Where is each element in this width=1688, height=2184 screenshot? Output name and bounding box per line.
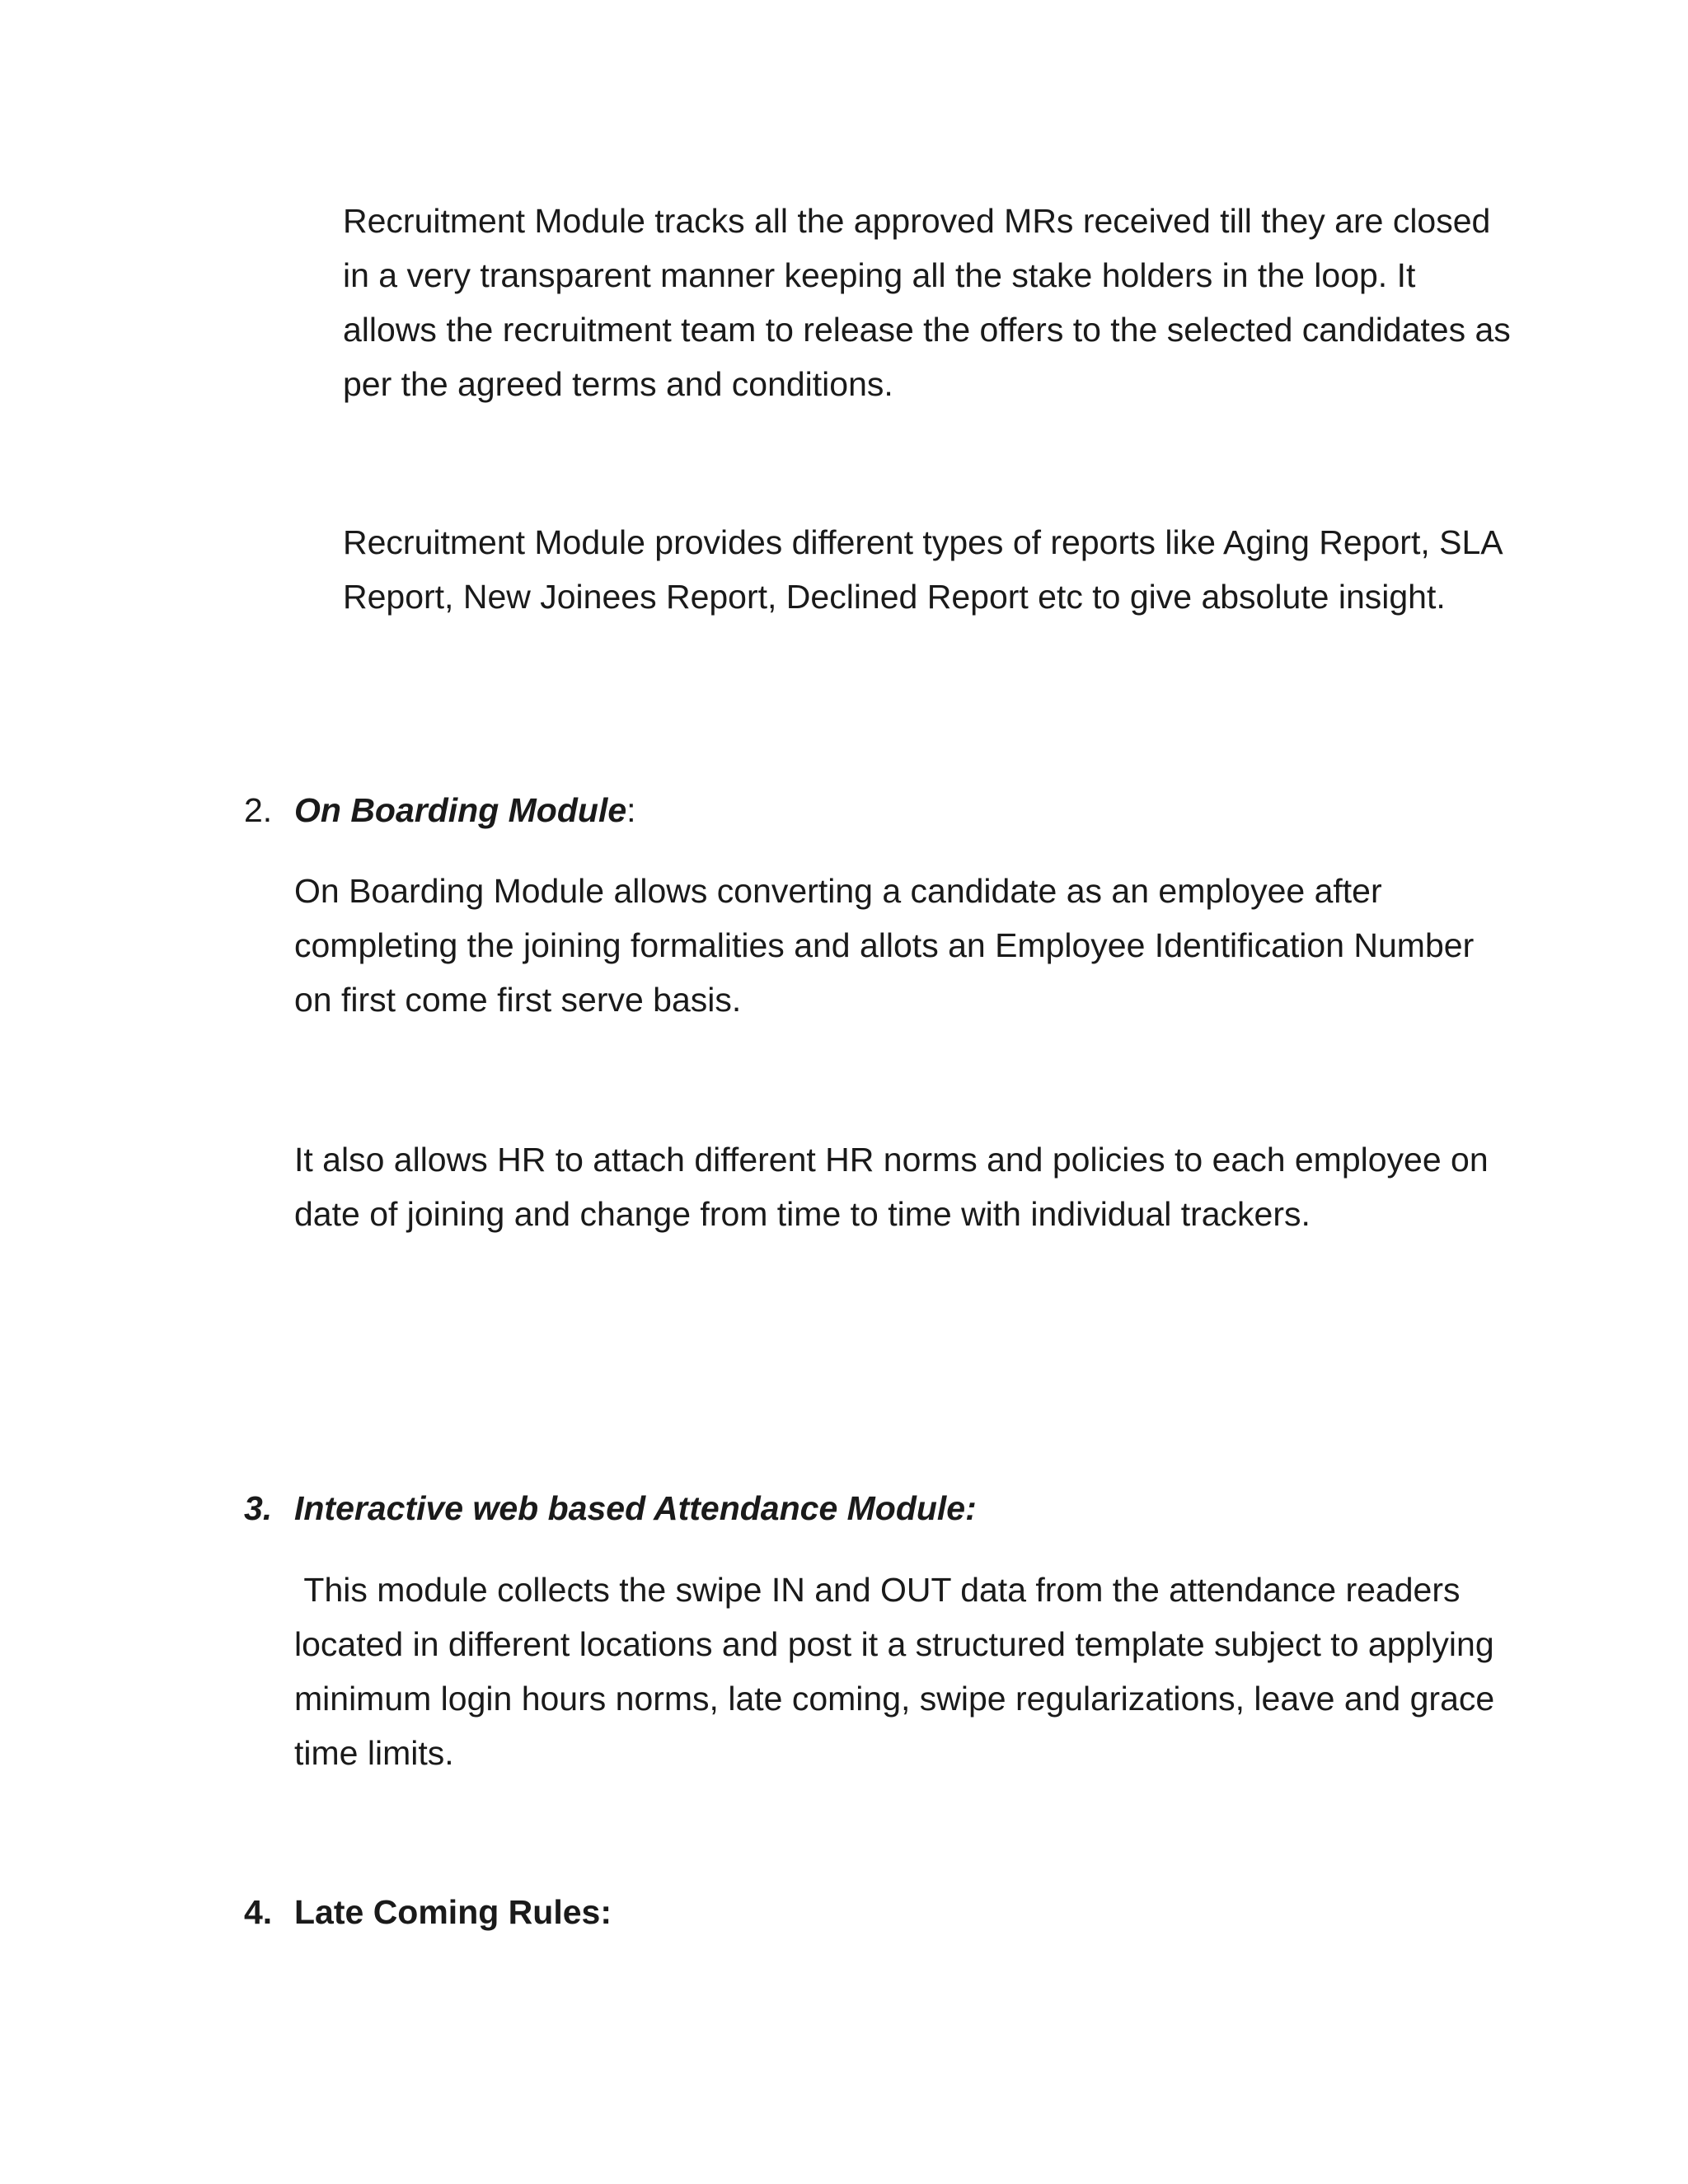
section-title-suffix: : [626, 791, 636, 829]
section-heading-late-coming [244, 1885, 612, 1939]
on-boarding-paragraph-1: On Boarding Module allows converting a candidate as an employee after completing the joining formalities and allots an Employee Identification Number on first come first serve basis. [294, 872, 1475, 1019]
section-title: Late Coming Rules: [294, 1893, 612, 1931]
section-title: Interactive web based Attendance Module: [294, 1489, 977, 1527]
section-number: 2. [244, 791, 273, 829]
recruitment-paragraph-1: Recruitment Module tracks all the approved MRs received till they are closed in a very transparent manner keeping all the stake holders in the loop. It allows the recruitment team to release the offers to the selected candidates as per the agreed terms and conditions. [343, 202, 1511, 403]
on-boarding-paragraph-2: It also allows HR to attach different HR norms and policies to each employee on date of joining and change from time to time with individual trackers. [294, 1141, 1489, 1233]
section-heading-attendance [244, 1481, 977, 1535]
section-heading-on-boarding [244, 783, 636, 837]
recruitment-paragraph-2: Recruitment Module provides different types of reports like Aging Report, SLA Report, New Joinees Report, Declined Report etc to give absolute insight. [343, 523, 1502, 616]
section-number: 4. [244, 1893, 273, 1931]
section-title: On Boarding Module [294, 791, 627, 829]
section-number: 3. [244, 1489, 273, 1527]
attendance-paragraph: This module collects the swipe IN and OUT data from the attendance readers located in different locations and post it a structured template subject to applying minimum login hours norms, late coming, swipe regularizations, leave and grace time limits. [294, 1571, 1504, 1772]
